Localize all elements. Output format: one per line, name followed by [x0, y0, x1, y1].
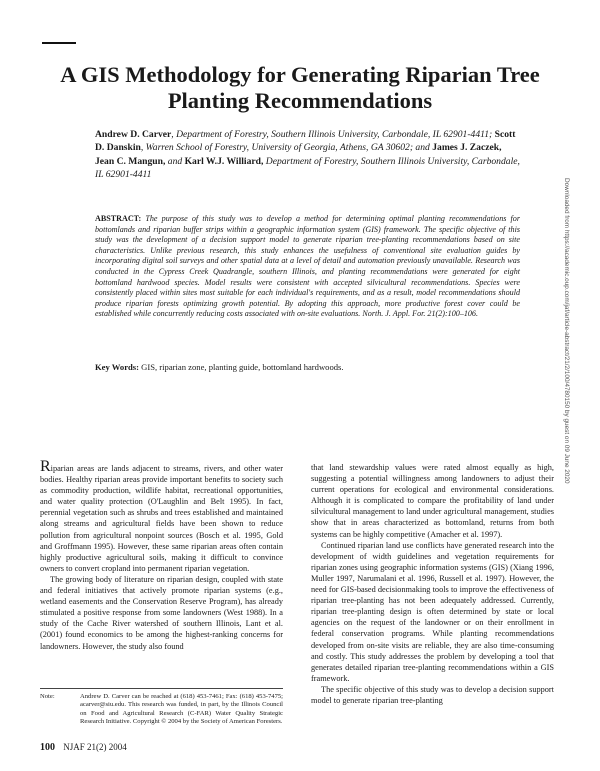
top-rule: [42, 42, 76, 44]
author-name: Scott D. Danskin: [95, 129, 516, 154]
author-conjunction: and: [165, 155, 185, 167]
article-title: A GIS Methodology for Generating Riparian Tree Planting Recommendations: [60, 62, 540, 113]
body-paragraph: that land stewardship values were rated almost equally as high, suggesting a potential willingness among landowners to adjust their current operations for ecological and environmental considerations. Although it is complicated to compare the profitability of land under silvicultural management to land under agricultural management, studies show that in areas characterized as bottomland, returns from both systems can be highly competitive (Amacher et al. 1997).: [311, 463, 554, 539]
author-block: [95, 128, 520, 181]
page-footer: [40, 742, 127, 753]
author-affiliation: Department of Forestry, Southern Illinois University, Carbondale, IL 62901-4411: [95, 155, 520, 180]
footnote-text: Andrew D. Carver can be reached at (618) 453-7461; Fax: (618) 453-7475; acarver@siu.edu. This research was funded, in part, by the Illinois Council on Food and Agricultural Research (C-FAR) Water Quality Strategic Research Initiative. Copyright © 2004 by the Society of American Foresters.: [80, 693, 283, 726]
journal-info: NJAF 21(2) 2004: [63, 742, 127, 752]
keywords-text: GIS, riparian zone, planting guide, bottomland hardwoods.: [139, 362, 344, 372]
footnote-rule: [40, 688, 283, 689]
paragraph-text: iparian areas are lands adjacent to streams, rivers, and other water bodies. Healthy riparian areas provide important benefits to society such as commodity production, wildlife habitat, recreational opportunities, and water quality protection (O'Laughlin and Belt 1995). In fact, perennial vegetation such as shrubs and trees established and maintained along streams and agricultural fields have been shown to reduce pollution from agricultural nonpoint sources (Bosch et al. 1995, Gold and Groffmann 1995). However, these same riparian areas often contain highly productive agricultural soils, making it difficult to convince owners to convert cropland into permanent riparian vegetation.: [40, 464, 283, 573]
body-column-right: [311, 462, 554, 706]
body-paragraph: [40, 458, 283, 574]
abstract: [95, 214, 520, 320]
footnote-label: Note:: [40, 693, 55, 700]
body-paragraph: The growing body of literature on riparian design, coupled with state and federal initiatives that actively promote riparian systems (e.g., wetland easements and the Conservation Reserve Program), has already stimulated a positive response from some landowners (West 1988). In a study of the Cache River watershed of southern Illinois, Lant et al. (2001) found economics to be among the highest-ranking concerns for landowners. However, the study also found: [40, 574, 283, 651]
body-column-left: [40, 458, 283, 652]
footnote: [40, 693, 283, 727]
keywords: [95, 362, 520, 373]
author-name: Andrew D. Carver: [95, 129, 172, 140]
author-affiliation: , Department of Forestry, Southern Illinois University, Carbondale, IL 62901-4411;: [171, 129, 493, 140]
author-name: James J. Zaczek, Jean C. Mangun,: [95, 142, 502, 167]
keywords-label: Key Words:: [95, 362, 140, 372]
author-affiliation: , Warren School of Forestry, University of Georgia, Athens, GA 30602; and: [140, 142, 430, 154]
abstract-text: The purpose of this study was to develop a method for determining optimal planting recommendations for bottomlands and riparian buffer strips within a geographic information system (GIS) framework. The specific objective of this study was the development of a decision support model to generate riparian tree-planting recommendations based on site characteristics. Unlike previous research, this study enhances the usefulness of conventional site evaluation guides by incorporating digital soil surveys and other spatial data at a level of detail and automation previously unavailable. Research was conducted in the Cypress Creek Quadrangle, southern Illinois, and planting recommendations were generated for eight bottomland hardwood species. Model results were consistent with accepted silvicultural recommendations. Species were consistently placed within sites most suitable for each individual's requirements, and as a result, model recommendations should produce riparian forests optimizing growth potential. By adopting this approach, more productive forest cover could be established while concurrently reducing costs associated with on-site evaluations.: [95, 214, 520, 319]
body-paragraph: The specific objective of this study was to develop a decision support model to generate riparian tree-planting: [311, 684, 554, 705]
page-number: 100: [40, 742, 55, 753]
body-paragraph: Continued riparian land use conflicts have generated research into the development of width guidelines and vegetation requirements for riparian zones using geographic information systems (GIS) (Xiang 1996, Muller 1997, Narumalani et al. 1996, Russell et al. 1997). However, the need for GIS-based decisionmaking tools to improve the effectiveness of riparian tree-planting has not been adequately addressed. Currently, riparian tree-planting design is often determined by state or local agencies on the request of the landowner or on their enrollment in federal conservation programs. While planting recommendations developed from on-site visits are reliable, they are also time-consuming and costly. This study addresses the problem by developing a tool that generates detailed riparian tree-planting recommendations within a GIS framework.: [311, 540, 554, 683]
abstract-label: ABSTRACT:: [95, 214, 142, 223]
drop-cap: R: [40, 458, 51, 475]
download-watermark: [558, 178, 572, 608]
download-notice: Downloaded from https://academic.oup.com/jaf/article-abstract/21/2/100/4780150 by guest on 09 June 2020: [563, 178, 570, 484]
abstract-citation: North. J. Appl. For. 21(2):100–106.: [360, 309, 478, 319]
author-name: Karl W.J. Williard,: [184, 155, 264, 167]
